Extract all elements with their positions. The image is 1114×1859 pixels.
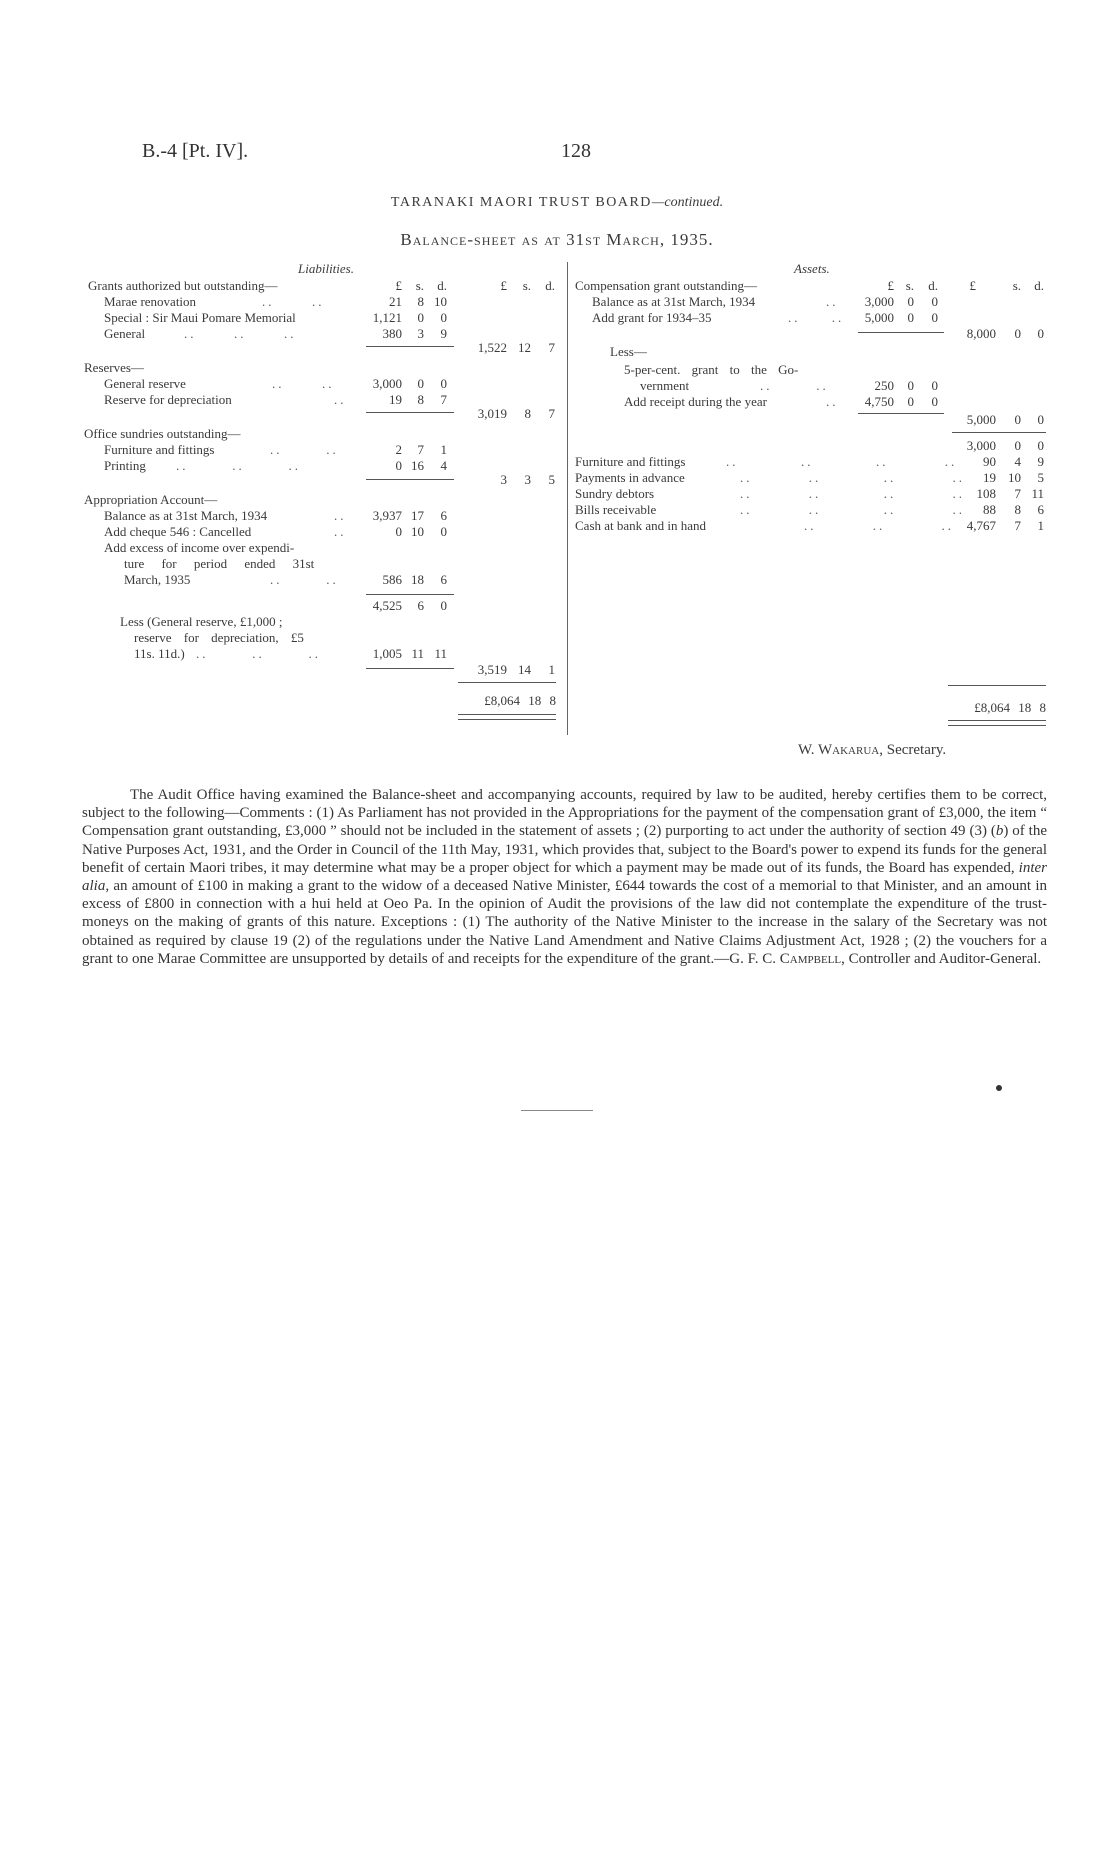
- leader-dots: .. ..: [270, 442, 339, 457]
- pence: 0: [440, 598, 447, 613]
- shillings: 0: [1014, 412, 1021, 427]
- pounds: 3,000: [966, 438, 996, 453]
- pence: 5: [548, 472, 555, 487]
- secretary-name: W. Wakarua: [798, 742, 880, 758]
- pence: 0: [931, 294, 938, 309]
- pence: 7: [548, 340, 555, 355]
- leader-dots: .. .. .. ..: [740, 470, 965, 485]
- asset-row-debtors: [0, 486, 1114, 502]
- leader-dots: .. ..: [262, 294, 325, 309]
- shillings: 10: [1008, 470, 1021, 485]
- asset-row-payments: [0, 470, 1114, 486]
- document-reference: B.-4 [Pt. IV].: [142, 140, 249, 162]
- audit-text-part-3: , an amount of £100 in making a grant to the widow of a deceased Native Minister, £644 towards the cost of a memorial to that Minister, and an amount in excess of £800 in connection with a hui held at Oeo Pa. In the opinion of Audit the provisions of the law did not contemplate the expenditure of the trust-moneys on the making of grants of this nature. Exceptions : (1) The authority of the Native Minister to the increase in the salary of the Secretary was not obtained as required by clause 19 (2) of the regulations under the Native Land Amendment and Native Claims Adjustment Act, 1928 ; (2) the vouchers for a grant to one Marae Committee are unsupported by details of and receipts for the expenditure of the grant.—: [82, 878, 1047, 967]
- leader-dots: ..: [826, 394, 839, 409]
- row-label: Furniture and fittings: [575, 454, 686, 469]
- pounds: 1,005: [372, 646, 402, 661]
- total-rule: [458, 682, 556, 683]
- row-label: Add receipt during the year: [624, 394, 767, 409]
- pounds: 1,522: [477, 340, 507, 355]
- shillings: 0: [907, 394, 914, 409]
- shillings: 0: [1014, 326, 1021, 341]
- row-label: Cash at bank and in hand: [575, 518, 707, 533]
- asset-row-government-grant: [0, 378, 1114, 394]
- row-label: Special : Sir Maui Pomare Memorial: [104, 310, 296, 325]
- leader-dots: .. .. ..: [804, 518, 954, 533]
- head-pence-1: d.: [928, 278, 938, 293]
- appropriation-subtotal-row: [0, 598, 567, 614]
- pounds: 4,750: [864, 394, 894, 409]
- leader-dots: .. .. ..: [196, 646, 321, 661]
- shillings: 6: [417, 598, 424, 613]
- pence: 6: [1037, 502, 1044, 517]
- leader-dots: .. ..: [272, 376, 335, 391]
- row-label: Add cheque 546 : Cancelled: [104, 524, 252, 539]
- row-label: 11s. 11d.): [134, 646, 185, 661]
- shillings: 0: [417, 376, 424, 391]
- assets-currency-headings: [0, 278, 1114, 294]
- grand-total-double-rule: [458, 714, 556, 720]
- head-pounds-1: £: [887, 278, 894, 293]
- pounds: 3,000: [864, 294, 894, 309]
- head-pounds-2: £: [500, 278, 507, 293]
- pence: 0: [440, 376, 447, 391]
- pence: 10: [434, 294, 447, 309]
- shillings: 16: [411, 458, 424, 473]
- leader-dots: .. .. .. ..: [726, 454, 958, 469]
- pounds: 4,767: [966, 518, 996, 533]
- shillings: 7: [417, 442, 424, 457]
- compensation-total-row: [0, 326, 1114, 342]
- assets-heading: Assets.: [794, 261, 830, 276]
- pounds: 90: [983, 454, 996, 469]
- shillings: 18: [411, 572, 424, 587]
- row-label: General: [104, 326, 146, 341]
- net-compensation-row: [0, 438, 1114, 454]
- pounds: 8,000: [966, 326, 996, 341]
- pounds: 3,019: [477, 406, 507, 421]
- leader-dots: .. ..: [788, 310, 845, 325]
- shillings: 12: [518, 340, 531, 355]
- shillings: 8: [524, 406, 531, 421]
- subtotal-rule: [952, 432, 1046, 433]
- shillings: 17: [411, 508, 424, 523]
- subtotal-rule: [366, 594, 454, 595]
- head-pence-1: d.: [437, 278, 447, 293]
- balance-sheet-subtitle: Balance-sheet as at 31st March, 1935.: [400, 230, 714, 249]
- secretary-signature: [798, 742, 946, 759]
- pence: 6: [440, 508, 447, 523]
- row-label: Add grant for 1934–35: [592, 310, 712, 325]
- pounds: 19: [389, 392, 402, 407]
- row-label: Furniture and fittings: [104, 442, 215, 457]
- head-shillings-1: s.: [415, 278, 424, 293]
- less-total-row: [0, 412, 1114, 428]
- asset-row-furniture: [0, 454, 1114, 470]
- head-shillings-2: s.: [522, 278, 531, 293]
- head-pence-2: d.: [545, 278, 555, 293]
- title-continued: —continued.: [651, 195, 724, 210]
- row-label: Payments in advance: [575, 470, 685, 485]
- page-number: 128: [561, 140, 591, 162]
- liability-row-excess: [0, 572, 567, 588]
- row-label: Marae renovation: [104, 294, 197, 309]
- row-label: Balance as at 31st March, 1934: [592, 294, 756, 309]
- leader-dots: ..: [334, 392, 347, 407]
- leader-dots: .. .. .. ..: [740, 502, 965, 517]
- pounds: 1,121: [372, 310, 402, 325]
- pence: 0: [1037, 412, 1044, 427]
- leader-dots: ..: [334, 508, 347, 523]
- footer-rule: [521, 1110, 593, 1111]
- pence: 5: [1037, 470, 1044, 485]
- pence: 0: [1037, 438, 1044, 453]
- pounds: 2: [395, 442, 402, 457]
- audit-text-inter-alia: inter alia: [82, 859, 1047, 895]
- pounds: 5,000: [864, 310, 894, 325]
- shillings: 8: [417, 294, 424, 309]
- shillings: 0: [1014, 438, 1021, 453]
- leader-dots: .. .. .. ..: [740, 486, 965, 501]
- auditor-title: , Controller and Auditor-General.: [841, 950, 1042, 967]
- head-pounds-2: £: [969, 278, 976, 293]
- asset-row-comp-balance: [0, 294, 1114, 310]
- leader-dots: .. ..: [760, 378, 829, 393]
- total-rule: [948, 685, 1046, 686]
- pence: 4: [440, 458, 447, 473]
- auditor-name: G. F. C. Campbell: [729, 950, 842, 967]
- pounds: 3,519: [477, 662, 507, 677]
- pounds: 19: [983, 470, 996, 485]
- pounds: 0: [395, 458, 402, 473]
- shillings: 0: [907, 294, 914, 309]
- leader-dots: ..: [826, 294, 839, 309]
- pence: 11: [1031, 486, 1044, 501]
- shillings: 0: [417, 310, 424, 325]
- shillings: 7: [1014, 518, 1021, 533]
- pence: 0: [440, 524, 447, 539]
- appropriation-total-row: [0, 662, 567, 678]
- shillings: 3: [524, 472, 531, 487]
- row-label: Printing: [104, 458, 146, 473]
- secretary-title: , Secretary.: [879, 742, 947, 758]
- title-main: TARANAKI MAORI TRUST BOARD: [390, 195, 652, 210]
- pence: 7: [440, 392, 447, 407]
- pence: 1: [440, 442, 447, 457]
- ink-mark: [996, 1085, 1002, 1091]
- audit-text-clause-b: b: [995, 823, 1004, 840]
- row-label: Reserve for depreciation: [104, 392, 232, 407]
- row-label: Balance as at 31st March, 1934: [104, 508, 268, 523]
- head-pence-2: d.: [1034, 278, 1044, 293]
- shillings: 0: [907, 310, 914, 325]
- head-shillings-1: s.: [905, 278, 914, 293]
- pence: 0: [440, 310, 447, 325]
- shillings: 7: [1014, 486, 1021, 501]
- row-label: Bills receivable: [575, 502, 657, 517]
- head-pounds-1: £: [395, 278, 402, 293]
- pounds: 3: [500, 472, 507, 487]
- row-label: General reserve: [104, 376, 186, 391]
- shillings: 14: [518, 662, 531, 677]
- pence: 1: [1037, 518, 1044, 533]
- leader-dots: .. .. ..: [184, 326, 297, 341]
- pounds: 5,000: [966, 412, 996, 427]
- shillings: 3: [417, 326, 424, 341]
- liability-row-less: [0, 646, 567, 662]
- shillings: 4: [1014, 454, 1021, 469]
- leader-dots: .. ..: [270, 572, 339, 587]
- pounds: 0: [395, 524, 402, 539]
- asset-row-receipt: [0, 394, 1114, 410]
- pence: 0: [931, 378, 938, 393]
- pounds: 21: [389, 294, 402, 309]
- leader-dots: .. .. ..: [176, 458, 301, 473]
- document-title: [0, 195, 1114, 211]
- row-label: vernment: [640, 378, 690, 393]
- asset-row-cash: [0, 518, 1114, 534]
- pounds: 4,525: [372, 598, 402, 613]
- audit-certificate: [82, 786, 1047, 968]
- pence: 9: [440, 326, 447, 341]
- shillings: 8: [417, 392, 424, 407]
- head-shillings-2: s.: [1012, 278, 1021, 293]
- pence: 0: [931, 394, 938, 409]
- shillings: 10: [411, 524, 424, 539]
- liabilities-heading: Liabilities.: [298, 261, 354, 276]
- shillings: 0: [907, 378, 914, 393]
- row-label: March, 1935: [124, 572, 191, 587]
- pounds: 586: [382, 572, 402, 587]
- pence: 0: [931, 310, 938, 325]
- asset-row-bills: [0, 502, 1114, 518]
- pence: 0: [1037, 326, 1044, 341]
- pence: 1: [548, 662, 555, 677]
- pence: 9: [1037, 454, 1044, 469]
- row-label: Sundry debtors: [575, 486, 655, 501]
- pounds: 108: [976, 486, 996, 501]
- pounds: 88: [983, 502, 996, 517]
- grants-total-row: [0, 340, 567, 356]
- audit-text-part-1: The Audit Office having examined the Balance-sheet and accompanying accounts, required by law to be audited, hereby certifies them to be correct, subject to the following—Comments : (1) As Parliament has not provided in the Appropriations for the payment of the compensation grant of £3,000, the item “ Compensation grant outstanding, £3,000 ” should not be included in the statement of assets ; (2) purporting to act under the authority of section 49 (3) (: [82, 787, 1047, 840]
- pounds: 250: [874, 378, 894, 393]
- assets-grand-total: £8,064 18 8: [974, 700, 1046, 715]
- grand-total-double-rule: [948, 720, 1046, 726]
- pence: 7: [548, 406, 555, 421]
- leader-dots: ..: [334, 524, 347, 539]
- liabilities-grand-total: £8,064 18 8: [484, 693, 556, 708]
- pounds: 3,000: [372, 376, 402, 391]
- shillings: 11: [411, 646, 424, 661]
- pounds: 380: [382, 326, 402, 341]
- pounds: 3,937: [372, 508, 402, 523]
- asset-row-comp-add: [0, 310, 1114, 326]
- audit-text-part-2: ) of the Native Purposes Act, 1931, and the Order in Council of the 11th May, 1931, which provides that, subject to the Board's power to expend its funds for the general benefit of certain Maori tribes, it may determine what may be a proper object for which a payment may be made out of its funds, the Board has expended,: [82, 823, 1047, 876]
- pence: 6: [440, 572, 447, 587]
- pence: 11: [434, 646, 447, 661]
- shillings: 8: [1014, 502, 1021, 517]
